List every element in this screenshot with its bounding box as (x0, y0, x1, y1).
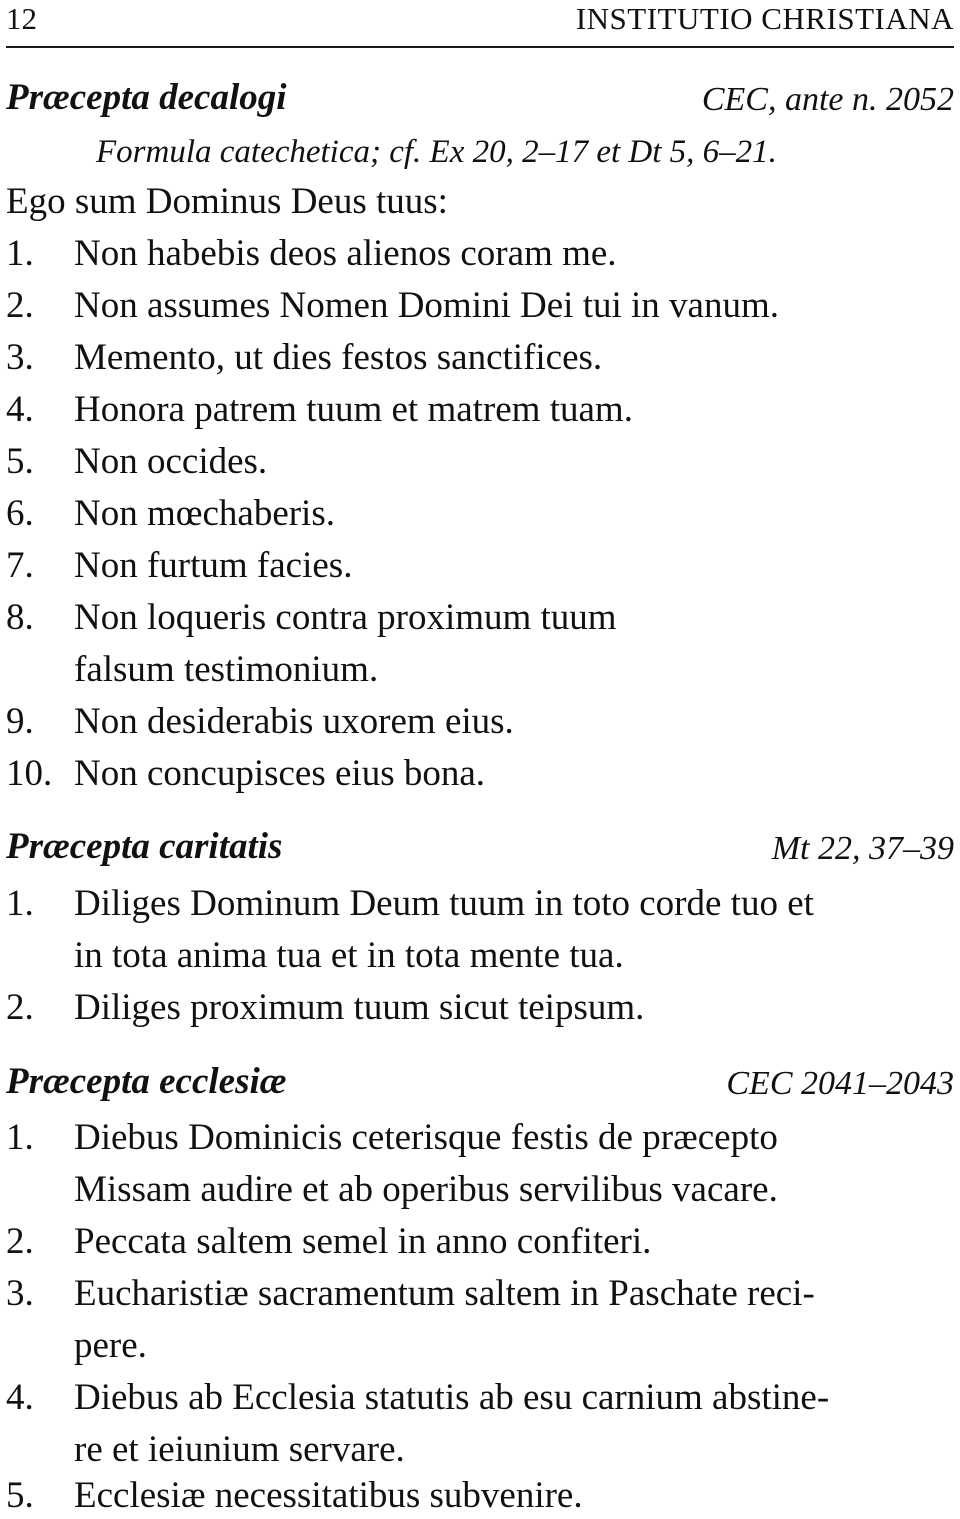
item-text: re et ieiunium servare. (74, 1429, 405, 1470)
item-text: pere. (74, 1325, 147, 1366)
item-number: 6. (6, 493, 34, 534)
item-number: 2. (6, 285, 34, 326)
item-number: 8. (6, 597, 34, 638)
item-text: Non furtum facies. (74, 545, 353, 586)
item-text: Non assumes Nomen Domini Dei tui in vanum. (74, 285, 779, 326)
item-text: Memento, ut dies festos sanctifices. (74, 337, 603, 378)
item-text: Diliges Dominum Deum tuum in toto corde tuo et (74, 883, 814, 924)
item-text: Non habebis deos alienos coram me. (74, 233, 617, 274)
item-number: 3. (6, 337, 34, 378)
church-title: Præcepta ecclesiæ (6, 1061, 287, 1102)
item-number: 9. (6, 701, 34, 742)
item-number: 7. (6, 545, 34, 586)
item-text: Diliges proximum tuum sicut teipsum. (74, 987, 645, 1028)
item-number: 5. (6, 441, 34, 482)
charity-title: Præcepta caritatis (6, 826, 283, 867)
item-text: Eucharistiæ sacramentum saltem in Paschate reci- (74, 1273, 815, 1314)
decalogue-reference: CEC, ante n. 2052 (701, 81, 954, 118)
item-number: 1. (6, 1117, 34, 1158)
decalogue-intro: Ego sum Dominus Deus tuus: (6, 181, 448, 222)
decalogue-subtitle: Formula catechetica; cf. Ex 20, 2–17 et Dt 5, 6–21. (96, 134, 777, 170)
decalogue-title: Præcepta decalogi (6, 77, 287, 118)
item-text: Non occides. (74, 441, 268, 482)
church-heading (6, 1060, 954, 1112)
item-text: Diebus ab Ecclesia statutis ab esu carnium abstine- (74, 1377, 830, 1418)
item-text: Non concupisces eius bona. (74, 753, 486, 794)
item-text: Ecclesiæ necessitatibus subvenire. (74, 1475, 583, 1516)
church-reference: CEC 2041–2043 (726, 1065, 954, 1102)
item-text: falsum testimonium. (74, 649, 379, 690)
running-head (6, 0, 954, 48)
item-number: 1. (6, 883, 34, 924)
item-text: in tota anima tua et in tota mente tua. (74, 935, 624, 976)
charity-reference: Mt 22, 37–39 (771, 830, 954, 867)
item-number: 5. (6, 1475, 34, 1516)
item-text: Honora patrem tuum et matrem tuam. (74, 389, 633, 430)
decalogue-heading (6, 76, 954, 128)
charity-heading (6, 825, 954, 877)
item-number: 10. (6, 753, 53, 794)
item-number: 2. (6, 987, 34, 1028)
item-number: 2. (6, 1221, 34, 1262)
item-text: Non desiderabis uxorem eius. (74, 701, 514, 742)
item-text: Peccata saltem semel in anno confiteri. (74, 1221, 652, 1262)
item-text: Non loqueris contra proximum tuum (74, 597, 617, 638)
item-text: Diebus Dominicis ceterisque festis de præcepto (74, 1117, 778, 1158)
item-text: Missam audire et ab operibus servilibus vacare. (74, 1169, 778, 1210)
page-number: 12 (6, 1, 37, 36)
item-number: 4. (6, 1377, 34, 1418)
item-number: 1. (6, 233, 34, 274)
item-number: 4. (6, 389, 34, 430)
running-title: INSTITUTIO CHRISTIANA (575, 1, 954, 36)
item-number: 3. (6, 1273, 34, 1314)
item-text: Non mœchaberis. (74, 493, 335, 534)
